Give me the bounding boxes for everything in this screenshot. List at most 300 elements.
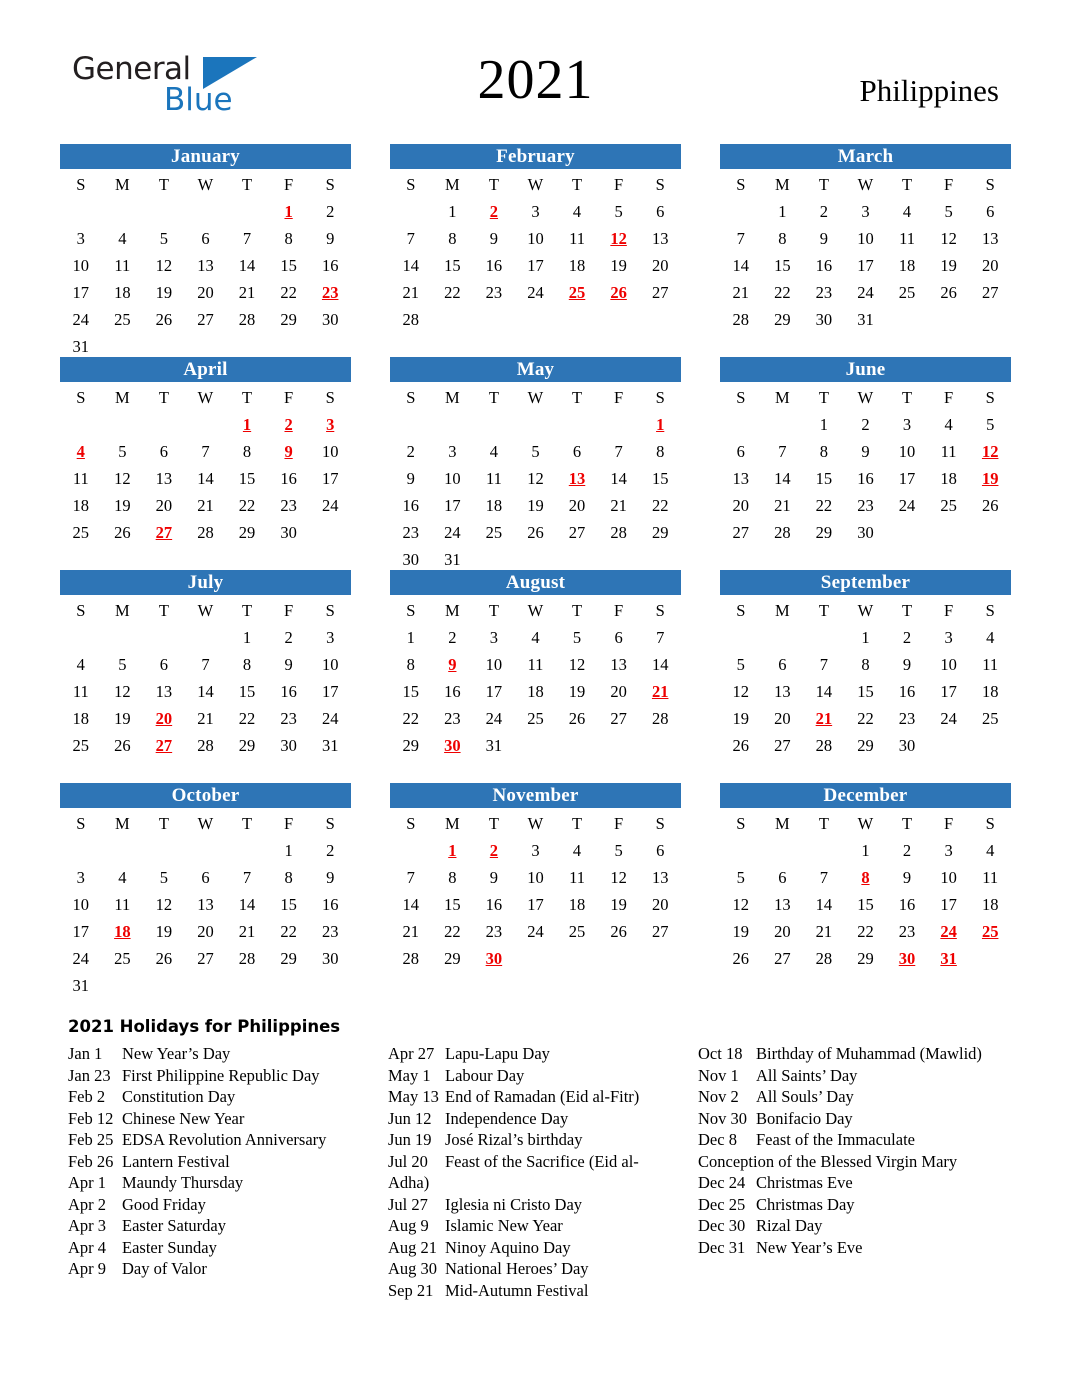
day-cell: 8: [406, 655, 415, 674]
day-cell: 13: [197, 895, 214, 914]
holiday-date: Apr 9: [68, 1259, 107, 1278]
holiday-date: Feb 2: [68, 1087, 106, 1106]
day-cell: 2: [448, 628, 457, 647]
month-header: June: [720, 357, 1011, 382]
day-cell: 17: [527, 256, 544, 275]
day-cell-holiday: 8: [861, 868, 870, 887]
day-cell: 22: [774, 283, 791, 302]
week-row: [390, 492, 681, 519]
holiday-list-item: [60, 1258, 380, 1280]
day-cell: 14: [815, 895, 833, 914]
holiday-name: Lapu-Lapu Day: [445, 1044, 550, 1063]
day-cell: 14: [774, 469, 791, 488]
day-cell: 4: [944, 415, 953, 434]
day-cell-empty: [309, 333, 351, 360]
day-cell: 20: [155, 496, 173, 515]
day-cell: 10: [940, 655, 957, 674]
day-cell: 4: [572, 202, 582, 221]
day-cell: 29: [444, 949, 461, 968]
week-row: [60, 198, 351, 225]
day-cell: 16: [815, 256, 833, 275]
holiday-name: Mid-Autumn Festival: [445, 1280, 589, 1300]
day-cell: 11: [569, 868, 585, 887]
day-cell: 1: [861, 628, 870, 647]
holiday-list-item: [690, 1129, 1011, 1151]
day-cell: 14: [732, 256, 750, 275]
day-cell-empty: [762, 624, 804, 651]
day-cell: 6: [572, 442, 582, 461]
day-cell: 5: [159, 229, 169, 248]
weekday-header-row: [720, 810, 1011, 837]
week-row: [390, 732, 681, 759]
day-cell-empty: [185, 198, 227, 225]
day-cell: 13: [981, 229, 999, 248]
day-cell: 29: [238, 736, 256, 755]
week-row: [720, 225, 1011, 252]
holiday-name: Ninoy Aquino Day: [445, 1237, 571, 1257]
day-cell-holiday: 27: [155, 523, 173, 542]
day-cell: 25: [114, 949, 131, 968]
weekday-header: M: [115, 601, 130, 620]
day-cell-empty: [432, 411, 474, 438]
day-cell: 13: [774, 682, 791, 701]
day-cell: 6: [614, 628, 623, 647]
day-cell: 25: [485, 523, 503, 542]
day-cell: 9: [902, 655, 912, 674]
day-cell: 15: [444, 256, 461, 275]
day-cell: 20: [197, 283, 214, 302]
day-cell: 15: [238, 682, 256, 701]
weekday-header: S: [736, 388, 746, 407]
day-cell: 6: [159, 442, 169, 461]
day-cell: 15: [857, 895, 874, 914]
week-row: [720, 864, 1011, 891]
day-cell: 5: [614, 841, 623, 860]
day-cell-empty: [143, 411, 185, 438]
day-cell: 11: [72, 682, 89, 701]
weekday-header: T: [158, 175, 169, 194]
day-cell: 12: [527, 469, 544, 488]
day-cell: 8: [242, 442, 252, 461]
week-row: [720, 306, 1011, 333]
day-cell: 3: [76, 229, 85, 248]
day-cell: 2: [861, 415, 870, 434]
day-cell-holiday: 2: [489, 841, 499, 860]
holiday-name: Feast of the Immaculate: [756, 1130, 915, 1149]
weekday-header: T: [158, 814, 169, 833]
day-cell-empty: [515, 306, 557, 333]
month-header: July: [60, 570, 351, 595]
day-cell-empty: [598, 945, 640, 972]
day-cell: 29: [238, 523, 256, 542]
holiday-name: Christmas Eve: [756, 1173, 853, 1192]
day-cell-empty: [473, 306, 515, 333]
holiday-name: National Heroes’ Day: [445, 1259, 589, 1278]
holiday-name: Feast of the Sacrifice (Eid al-: [445, 1151, 639, 1171]
day-cell-empty: [720, 837, 762, 864]
holiday-date: Jul 27: [388, 1194, 428, 1214]
day-cell: 22: [444, 283, 461, 302]
day-cell-empty: [143, 837, 185, 864]
day-cell: 1: [406, 628, 415, 647]
weekday-header: S: [406, 175, 416, 194]
week-row: [720, 624, 1011, 651]
month-table: [720, 171, 1011, 333]
day-cell: 3: [944, 841, 953, 860]
day-cell: 5: [736, 655, 745, 674]
day-cell: 16: [280, 682, 297, 701]
day-cell-empty: [60, 837, 102, 864]
weekday-header: W: [197, 175, 214, 194]
day-cell: 26: [940, 283, 957, 302]
month-table: [60, 171, 351, 360]
week-row: [60, 624, 351, 651]
weekday-header: F: [284, 814, 294, 833]
weekday-header: W: [527, 814, 544, 833]
day-cell: 5: [572, 628, 582, 647]
holiday-date: Apr 27: [388, 1044, 435, 1063]
day-cell: 25: [568, 922, 586, 941]
week-row: [720, 651, 1011, 678]
day-cell-empty: [886, 519, 928, 546]
month-header: April: [60, 357, 351, 382]
day-cell: 3: [531, 202, 540, 221]
weekday-header: T: [241, 175, 253, 194]
day-cell: 22: [815, 496, 833, 515]
day-cell: 18: [72, 709, 90, 728]
day-cell: 13: [651, 229, 669, 248]
week-row: [60, 732, 351, 759]
day-cell: 30: [280, 523, 297, 542]
weekday-header: S: [76, 814, 86, 833]
day-cell: 31: [72, 976, 90, 995]
day-cell: 21: [402, 283, 420, 302]
day-cell: 24: [527, 283, 544, 302]
weekday-header: F: [944, 601, 954, 620]
holiday-list-item: [690, 1108, 1011, 1130]
weekday-header: M: [115, 814, 130, 833]
week-row: [720, 837, 1011, 864]
holidays-heading: 2021 Holidays for Philippines: [68, 1017, 341, 1036]
weekday-header: M: [445, 175, 460, 194]
day-cell: 5: [944, 202, 953, 221]
day-cell: 10: [72, 895, 90, 914]
week-row: [60, 918, 351, 945]
day-cell: 30: [402, 550, 420, 569]
holiday-name: New Year’s Eve: [756, 1237, 863, 1257]
month-block-april: [60, 357, 351, 570]
day-cell: 15: [774, 256, 791, 275]
day-cell: 30: [898, 736, 916, 755]
day-cell-empty: [102, 333, 144, 360]
day-cell-empty: [720, 198, 762, 225]
day-cell: 17: [485, 682, 503, 701]
weekday-header: M: [775, 175, 790, 194]
day-cell: 12: [940, 229, 957, 248]
day-cell: 16: [321, 895, 339, 914]
day-cell-empty: [928, 519, 970, 546]
logo-text-general: General: [72, 51, 191, 87]
holiday-name: Christmas Day: [756, 1194, 855, 1214]
month-header: May: [390, 357, 681, 382]
day-cell: 2: [902, 841, 912, 860]
weekday-header: T: [571, 175, 583, 194]
weekday-header: T: [818, 388, 829, 407]
month-header: August: [390, 570, 681, 595]
page-title-year: 2021: [477, 49, 594, 111]
weekday-header-row: [60, 384, 351, 411]
weekday-header: S: [406, 388, 416, 407]
day-cell: 12: [114, 682, 131, 701]
day-cell: 27: [197, 310, 214, 329]
holiday-list-item: [60, 1215, 380, 1237]
holiday-date: Nov 30: [698, 1108, 748, 1128]
day-cell: 20: [774, 709, 791, 728]
holiday-date: Jan 1: [68, 1044, 103, 1063]
holiday-list-item: [690, 1065, 1011, 1087]
day-cell: 16: [321, 256, 339, 275]
day-cell: 20: [651, 256, 669, 275]
holiday-name: Independence Day: [445, 1108, 569, 1128]
holiday-date: Oct 18: [698, 1044, 743, 1063]
weekday-header: F: [284, 388, 294, 407]
day-cell-holiday: 30: [898, 949, 916, 968]
day-cell: 15: [280, 895, 297, 914]
day-cell: 11: [982, 868, 999, 887]
day-cell: 14: [651, 655, 669, 674]
month-table: [60, 810, 351, 999]
holiday-name: Maundy Thursday: [122, 1173, 244, 1192]
weekday-header-row: [720, 384, 1011, 411]
holiday-list-item: [60, 1129, 380, 1151]
day-cell: 7: [778, 442, 787, 461]
day-cell: 26: [732, 736, 750, 755]
weekday-header: S: [325, 388, 335, 407]
day-cell: 12: [732, 895, 750, 914]
month-block-august: [390, 570, 681, 783]
weekday-header: T: [818, 175, 829, 194]
holiday-list-item: [380, 1258, 690, 1280]
day-cell: 11: [114, 256, 131, 275]
week-row: [60, 465, 351, 492]
day-cell: 22: [238, 709, 256, 728]
day-cell: 4: [76, 655, 85, 674]
month-table: [720, 810, 1011, 972]
holiday-date: Dec 8: [698, 1130, 737, 1149]
day-cell: 4: [902, 202, 912, 221]
day-cell: 20: [732, 496, 750, 515]
day-cell: 23: [485, 283, 503, 302]
day-cell-empty: [598, 732, 640, 759]
holiday-date: Aug 30: [388, 1259, 438, 1278]
day-cell: 22: [280, 922, 297, 941]
day-cell: 21: [238, 283, 256, 302]
day-cell-empty: [515, 732, 557, 759]
day-cell: 13: [732, 469, 750, 488]
day-cell-holiday: 13: [568, 469, 586, 488]
week-row: [60, 279, 351, 306]
day-cell: 14: [402, 895, 420, 914]
day-cell-holiday: 25: [981, 922, 999, 941]
day-cell-empty: [598, 306, 640, 333]
weekday-header: T: [488, 388, 499, 407]
weekday-header: M: [775, 388, 790, 407]
day-cell-holiday: 12: [610, 229, 627, 248]
day-cell: 27: [197, 949, 214, 968]
day-cell: 6: [736, 442, 745, 461]
week-row: [60, 333, 351, 360]
day-cell: 3: [531, 841, 540, 860]
holiday-list-item: [380, 1280, 690, 1302]
day-cell: 8: [778, 229, 787, 248]
day-cell: 10: [898, 442, 916, 461]
day-cell: 25: [981, 709, 999, 728]
holiday-list-item: [380, 1215, 690, 1237]
day-cell-holiday: 1: [242, 415, 252, 434]
day-cell: 7: [614, 442, 623, 461]
month-header: December: [720, 783, 1011, 808]
weekday-header: S: [736, 601, 746, 620]
weekday-header: S: [76, 175, 86, 194]
day-cell: 19: [610, 256, 627, 275]
holiday-date: Dec 31: [698, 1237, 746, 1257]
day-cell-empty: [226, 333, 268, 360]
day-cell: 6: [201, 229, 210, 248]
week-row: [390, 678, 681, 705]
day-cell: 1: [861, 841, 870, 860]
day-cell-empty: [268, 972, 310, 999]
weekday-header: W: [527, 388, 544, 407]
day-cell: 9: [406, 469, 415, 488]
weekday-header-row: [720, 597, 1011, 624]
day-cell: 20: [774, 922, 791, 941]
day-cell-empty: [143, 972, 185, 999]
day-cell: 19: [568, 682, 586, 701]
day-cell: 7: [242, 229, 252, 248]
day-cell: 28: [238, 310, 256, 329]
day-cell: 7: [819, 655, 829, 674]
day-cell-empty: [598, 546, 640, 573]
week-row: [60, 972, 351, 999]
day-cell-holiday: 9: [284, 442, 293, 461]
day-cell: 17: [857, 256, 874, 275]
week-row: [390, 519, 681, 546]
day-cell: 25: [940, 496, 957, 515]
day-cell-empty: [803, 624, 845, 651]
day-cell: 22: [857, 709, 874, 728]
holiday-date: May 13: [388, 1087, 439, 1106]
week-row: [720, 732, 1011, 759]
holidays-section: [60, 996, 1011, 1301]
week-row: [60, 306, 351, 333]
day-cell: 17: [940, 895, 957, 914]
holiday-date: Dec 30: [698, 1216, 746, 1235]
weekday-header: T: [488, 175, 499, 194]
day-cell: 29: [774, 310, 791, 329]
weekday-header: T: [488, 601, 499, 620]
day-cell-empty: [639, 306, 681, 333]
holiday-name: Constitution Day: [122, 1087, 236, 1106]
day-cell: 30: [321, 949, 339, 968]
day-cell: 7: [736, 229, 745, 248]
day-cell: 23: [815, 283, 833, 302]
holiday-date: Dec 24: [698, 1173, 746, 1192]
day-cell: 16: [402, 496, 420, 515]
day-cell: 17: [898, 469, 916, 488]
day-cell: 7: [406, 868, 415, 887]
weekday-header: M: [115, 388, 130, 407]
day-cell: 10: [940, 868, 957, 887]
week-row: [390, 198, 681, 225]
week-row: [720, 438, 1011, 465]
holiday-name: Day of Valor: [122, 1259, 207, 1278]
month-table: [720, 597, 1011, 759]
weekday-header-row: [390, 810, 681, 837]
holiday-name: New Year’s Day: [122, 1044, 231, 1063]
day-cell-empty: [928, 732, 970, 759]
day-cell: 18: [898, 256, 916, 275]
day-cell: 13: [651, 868, 669, 887]
week-row: [720, 198, 1011, 225]
day-cell-empty: [268, 333, 310, 360]
day-cell: 4: [531, 628, 540, 647]
weekday-header: T: [571, 814, 583, 833]
day-cell-empty: [969, 519, 1011, 546]
week-row: [60, 225, 351, 252]
day-cell: 25: [898, 283, 916, 302]
day-cell-empty: [185, 972, 227, 999]
day-cell: 2: [284, 628, 293, 647]
day-cell: 6: [656, 841, 665, 860]
day-cell: 13: [155, 469, 173, 488]
day-cell: 4: [986, 841, 995, 860]
week-row: [60, 492, 351, 519]
day-cell: 11: [982, 655, 999, 674]
weekday-header: T: [901, 175, 913, 194]
holiday-name: Birthday of Muhammad (Mawlid): [756, 1044, 982, 1063]
day-cell: 12: [114, 469, 131, 488]
day-cell: 7: [656, 628, 665, 647]
day-cell: 21: [402, 922, 420, 941]
week-row: [60, 678, 351, 705]
holiday-list-item: [380, 1129, 690, 1151]
day-cell: 30: [280, 736, 297, 755]
day-cell-empty: [102, 411, 144, 438]
day-cell-empty: [598, 411, 640, 438]
day-cell: 5: [159, 868, 169, 887]
day-cell: 12: [155, 895, 173, 914]
weekday-header: F: [284, 601, 294, 620]
holiday-list-item: [380, 1237, 690, 1259]
day-cell-holiday: 26: [610, 283, 627, 302]
day-cell: 9: [489, 229, 499, 248]
day-cell: 9: [284, 655, 293, 674]
day-cell-empty: [226, 972, 268, 999]
day-cell: 17: [72, 283, 90, 302]
day-cell: 12: [732, 682, 750, 701]
day-cell: 22: [651, 496, 669, 515]
day-cell: 20: [981, 256, 999, 275]
weekday-header: F: [614, 388, 624, 407]
day-cell: 25: [72, 736, 90, 755]
week-row: [720, 891, 1011, 918]
day-cell-empty: [432, 306, 474, 333]
holiday-list-item: [380, 1065, 690, 1087]
holiday-list-item: [690, 1086, 1011, 1108]
day-cell: 22: [444, 922, 461, 941]
day-cell: 12: [610, 868, 627, 887]
holiday-name: Labour Day: [445, 1065, 525, 1085]
